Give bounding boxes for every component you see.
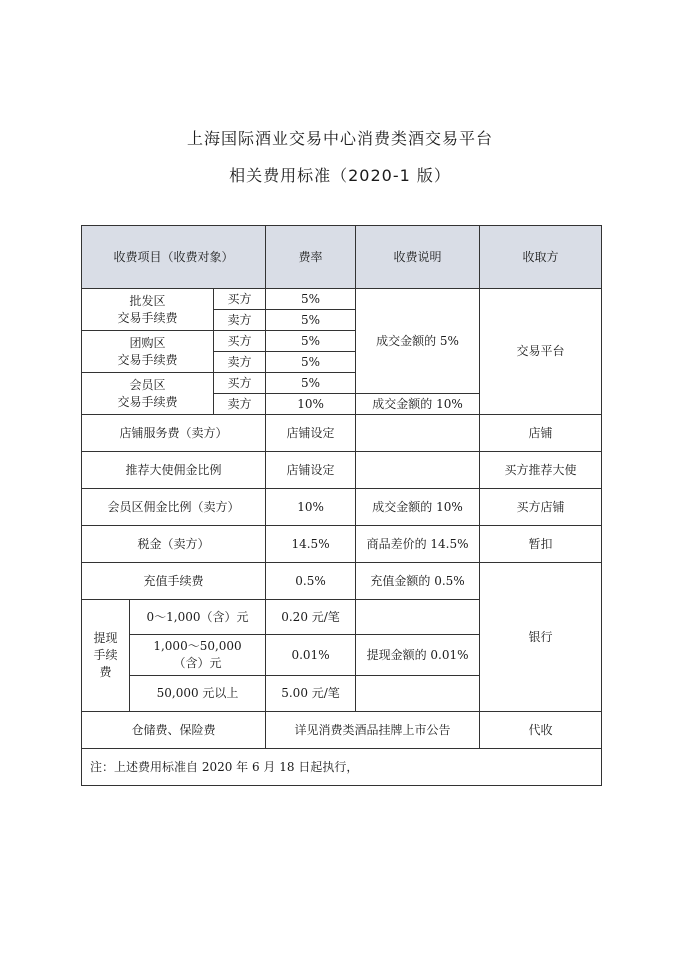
storage-item: 仓储费、保险费 xyxy=(82,712,266,749)
table-row xyxy=(82,289,602,310)
member-commission-item: 会员区佣金比例（卖方） xyxy=(82,489,266,526)
store-service-description xyxy=(356,415,480,452)
table-header-row xyxy=(82,226,602,289)
table-row xyxy=(82,452,602,489)
store-service-rate: 店铺设定 xyxy=(266,415,356,452)
withdraw-tier2-range: 1,000～50,000 （含）元 xyxy=(130,635,266,676)
withdraw-tier2-rate: 0.01% xyxy=(266,635,356,676)
recharge-item: 充值手续费 xyxy=(82,563,266,600)
ambassador-rate: 店铺设定 xyxy=(266,452,356,489)
document-title-line1: 上海国际酒业交易中心消费类酒交易平台 xyxy=(186,129,493,148)
withdraw-tier3-range: 50,000 元以上 xyxy=(130,676,266,712)
group-seller: 卖方 xyxy=(214,352,266,373)
table-row xyxy=(82,712,602,749)
ambassador-item: 推荐大使佣金比例 xyxy=(82,452,266,489)
fee-table xyxy=(81,225,602,786)
wholesale-seller: 卖方 xyxy=(214,310,266,331)
member-seller: 卖方 xyxy=(214,394,266,415)
trade-description-10: 成交金额的 10% xyxy=(356,394,480,415)
table-row xyxy=(82,526,602,563)
group-buyer-rate: 5% xyxy=(266,331,356,352)
tax-item: 税金（卖方） xyxy=(82,526,266,563)
recharge-description: 充值金额的 0.5% xyxy=(356,563,480,600)
withdraw-tier1-rate: 0.20 元/笔 xyxy=(266,600,356,635)
member-buyer-rate: 5% xyxy=(266,373,356,394)
header-description: 收费说明 xyxy=(356,226,480,289)
trade-payee: 交易平台 xyxy=(480,289,602,415)
member-fee-label: 会员区 交易手续费 xyxy=(82,373,214,415)
member-commission-rate: 10% xyxy=(266,489,356,526)
withdraw-fee-label: 提现 手续 费 xyxy=(82,600,130,712)
document-title-line2: 相关费用标准（2020-1 版） xyxy=(229,166,451,185)
table-row xyxy=(82,489,602,526)
bank-payee: 银行 xyxy=(480,563,602,712)
withdraw-description: 提现金额的 0.01% xyxy=(356,635,480,676)
table-row xyxy=(82,415,602,452)
header-payee: 收取方 xyxy=(480,226,602,289)
withdraw-tier1-description xyxy=(356,600,480,635)
recharge-rate: 0.5% xyxy=(266,563,356,600)
wholesale-seller-rate: 5% xyxy=(266,310,356,331)
group-buyer: 买方 xyxy=(214,331,266,352)
storage-description: 详见消费类酒品挂牌上市公告 xyxy=(266,712,480,749)
ambassador-description xyxy=(356,452,480,489)
table-row xyxy=(82,563,602,600)
tax-payee: 暂扣 xyxy=(480,526,602,563)
group-fee-label: 团购区 交易手续费 xyxy=(82,331,214,373)
wholesale-buyer-rate: 5% xyxy=(266,289,356,310)
header-rate: 费率 xyxy=(266,226,356,289)
storage-payee: 代收 xyxy=(480,712,602,749)
member-buyer: 买方 xyxy=(214,373,266,394)
member-seller-rate: 10% xyxy=(266,394,356,415)
trade-description-5: 成交金额的 5% xyxy=(356,289,480,394)
member-commission-payee: 买方店铺 xyxy=(480,489,602,526)
tax-rate: 14.5% xyxy=(266,526,356,563)
store-service-payee: 店铺 xyxy=(480,415,602,452)
withdraw-tier1-range: 0～1,000（含）元 xyxy=(130,600,266,635)
wholesale-fee-label: 批发区 交易手续费 xyxy=(82,289,214,331)
header-item: 收费项目（收费对象） xyxy=(82,226,266,289)
tax-description: 商品差价的 14.5% xyxy=(356,526,480,563)
withdraw-tier3-rate: 5.00 元/笔 xyxy=(266,676,356,712)
store-service-item: 店铺服务费（卖方） xyxy=(82,415,266,452)
member-commission-description: 成交金额的 10% xyxy=(356,489,480,526)
ambassador-payee: 买方推荐大使 xyxy=(480,452,602,489)
wholesale-buyer: 买方 xyxy=(214,289,266,310)
note-text: 注：上述费用标准自 2020 年 6 月 18 日起执行， xyxy=(82,749,602,786)
table-row xyxy=(82,749,602,786)
withdraw-tier3-description xyxy=(356,676,480,712)
group-seller-rate: 5% xyxy=(266,352,356,373)
